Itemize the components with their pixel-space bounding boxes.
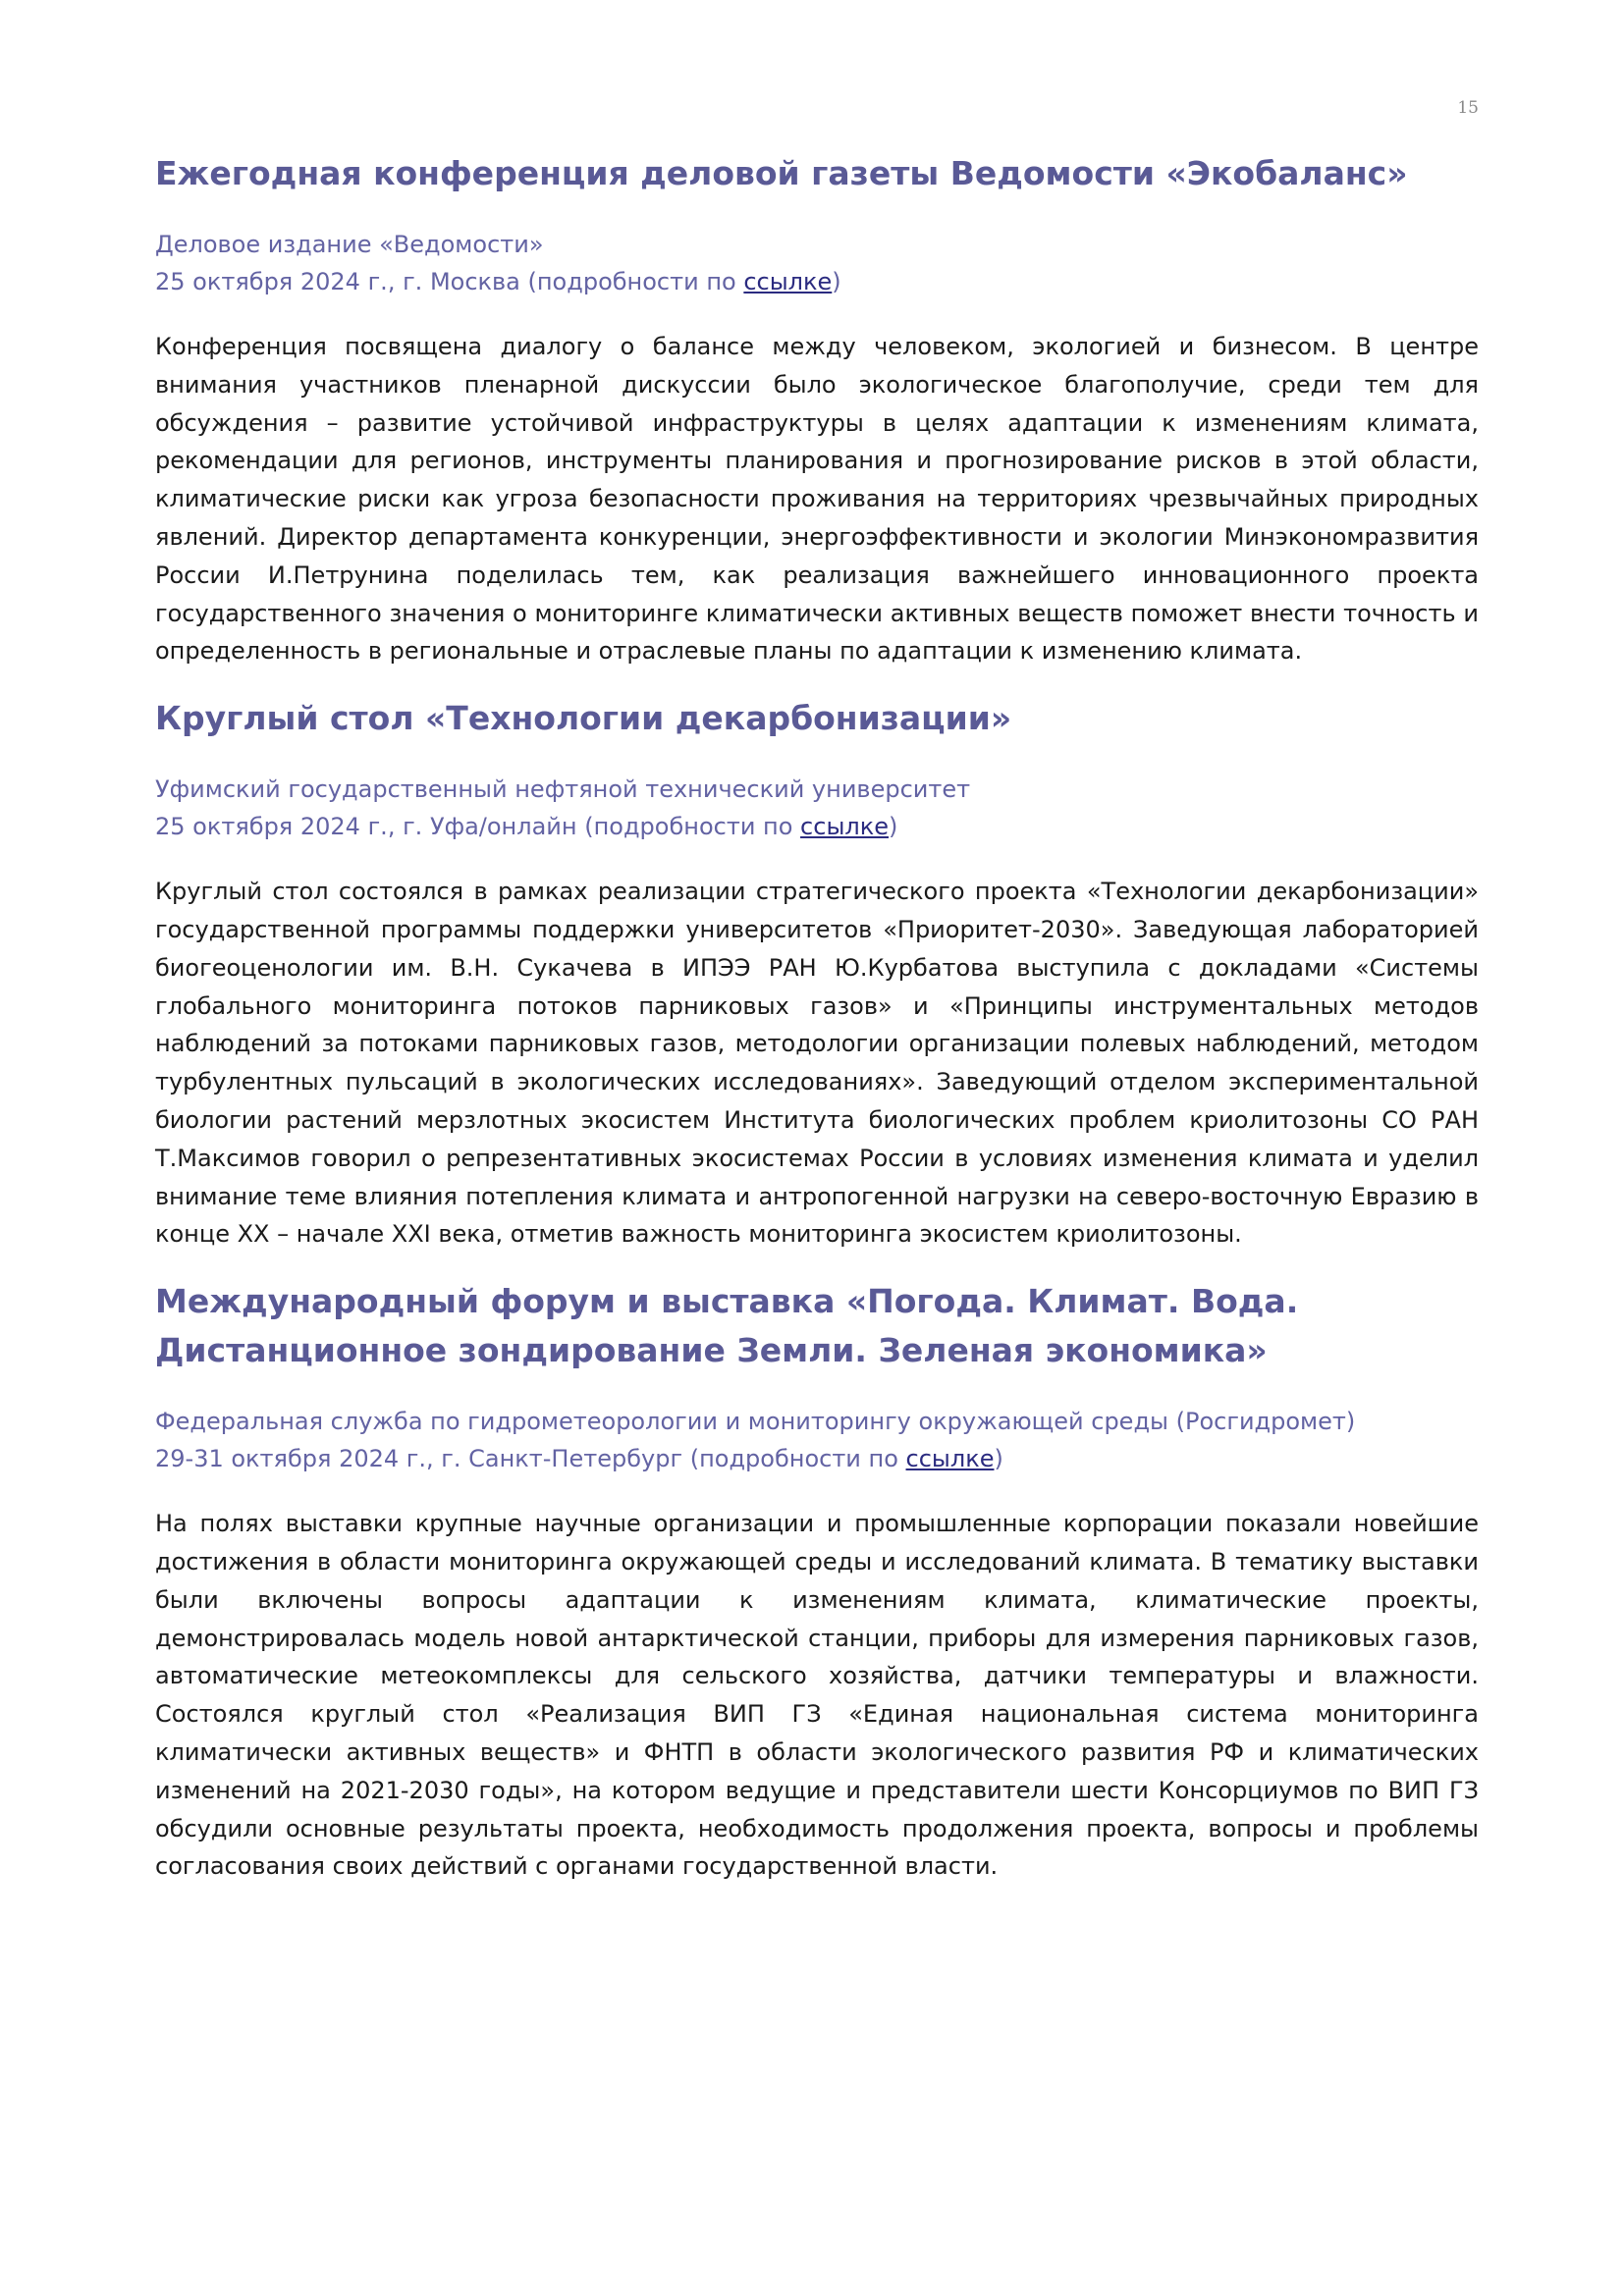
event-date-place — [155, 808, 1479, 845]
event-date-text: 25 октября 2024 г., г. Уфа/онлайн (подробности по — [155, 813, 801, 841]
closing-paren: ) — [889, 813, 898, 841]
details-link[interactable]: ссылке — [800, 813, 889, 841]
event-date-place — [155, 1440, 1479, 1477]
closing-paren: ) — [994, 1445, 1003, 1473]
section-body: Конференция посвящена диалогу о балансе между человеком, экологией и бизнесом. В центре внимания участников пленарной дискуссии было экологическое благополучие, среди тем для обсуждения – развитие устойчивой инфраструктуры в целях адаптации к изменениям климата, рекомендации для регионов, инструменты планирования и прогнозирование рисков в этой области, климатические риски как угроза безопасности проживания на территориях чрезвычайных природных явлений. Директор департамента конкуренции, энергоэффективности и экологии Минэкономразвития России И.Петрунина поделилась тем, как реализация важнейшего инновационного проекта государственного значения о мониторинге климатически активных веществ поможет внести точность и определенность в региональные и отраслевые планы по адаптации к изменению климата. — [155, 333, 1479, 666]
event-meta — [155, 1403, 1479, 1477]
event-organizer: Деловое издание «Ведомости» — [155, 231, 544, 258]
event-organizer: Уфимский государственный нефтяной технический университет — [155, 775, 971, 804]
event-organizer: Федеральная служба по гидрометеорологии и мониторингу окружающей среды (Росгидромет) — [155, 1408, 1356, 1436]
event-date-text: 29-31 октября 2024 г., г. Санкт-Петербург (подробности по — [155, 1445, 906, 1473]
section-body: На полях выставки крупные научные организации и промышленные корпорации показали новейшие достижения в области мониторинга окружающей среды и исследований климата. В тематику выставки были включены вопросы адаптации к изменениям климата, климатические проекты, демонстрировалась модель новой антарктической станции, приборы для измерения парниковых газов, автоматические метеокомплексы для сельского хозяйства, датчики температуры и влажности. Состоялся круглый стол «Реализация ВИП ГЗ «Единая национальная система мониторинга климатически активных веществ» и ФНТП в области экологического развития РФ и климатических изменений на 2021-2030 годы», на котором ведущие и представители шести Консорциумов по ВИП ГЗ обсудили основные результаты проекта, необходимость продолжения проекта, вопросы и проблемы согласования своих действий с органами государственной власти. — [155, 1510, 1479, 1881]
event-date-place — [155, 263, 1479, 300]
details-link[interactable]: ссылке — [905, 1445, 995, 1473]
closing-paren: ) — [832, 268, 841, 295]
page-content — [155, 149, 1479, 1909]
section-title: Международный форум и выставка «Погода. Климат. Вода. Дистанционное зондирование Земли. Зеленая экономика» — [155, 1282, 1299, 1370]
section-weather-climate-forum — [155, 1277, 1479, 1886]
section-ecobalance-conference — [155, 149, 1479, 670]
event-meta — [155, 226, 1479, 300]
section-decarbonization-roundtable — [155, 694, 1479, 1254]
section-title: Круглый стол «Технологии декарбонизации» — [155, 699, 1012, 738]
event-meta — [155, 771, 1479, 845]
page-number: 15 — [1457, 98, 1479, 118]
details-link[interactable]: ссылке — [743, 268, 833, 295]
section-body: Круглый стол состоялся в рамках реализации стратегического проекта «Технологии декарбонизации» государственной программы поддержки университетов «Приоритет-2030». Заведующая лабораторией биогеоценологии им. В.Н. Сукачева в ИПЭЭ РАН Ю.Курбатова выступила с докладами «Системы глобального мониторинга потоков парниковых газов» и «Принципы инструментальных методов наблюдений за потоками парниковых газов, методологии организации полевых наблюдений, методом турбулентных пульсаций в экологических исследованиях». Заведующий отделом экспериментальной биологии растений мерзлотных экосистем Института биологических проблем криолитозоны СО РАН Т.Максимов говорил о репрезентативных экосистемах России в условиях изменения климата и уделил внимание теме влияния потепления климата и антропогенной нагрузки на северо-восточную Евразию в конце XX – начале XXI века, отметив важность мониторинга экосистем криолитозоны. — [155, 878, 1479, 1249]
event-date-text: 25 октября 2024 г., г. Москва (подробности по — [155, 268, 744, 295]
section-title: Ежегодная конференция деловой газеты Ведомости «Экобаланс» — [155, 154, 1408, 192]
